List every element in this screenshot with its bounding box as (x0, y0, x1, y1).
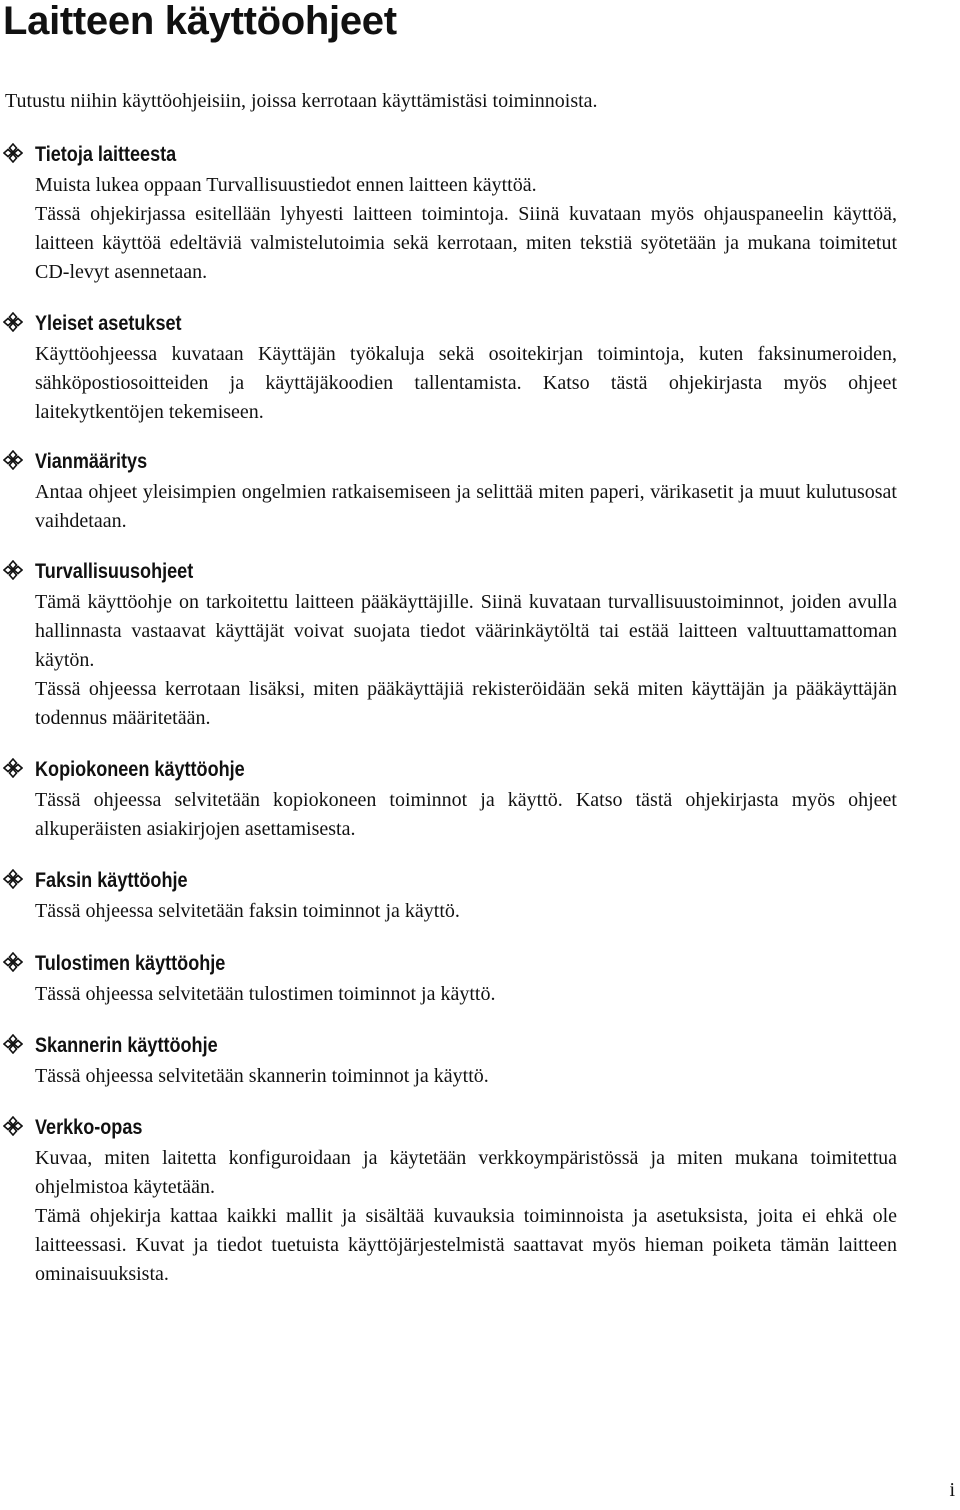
section-paragraph: Tämä käyttöohje on tarkoitettu laitteen pääkäyttäjille. Siinä kuvataan turvallisuustoiminnot, joiden avulla hallinnasta vastaavat käyttäjät voivat suojata tiedot väärinkäytöltä tai estää laitteen valtuuttamattoman käytön. (35, 591, 897, 671)
four-diamond-bullet-icon (3, 143, 23, 163)
section-paragraph: Tämä ohjekirja kattaa kaikki mallit ja sisältää kuvauksia toiminnoista ja asetuksista, joita ei ehkä ole laitteessasi. Kuvat ja tiedot tuetuista käyttöjärjestelmistä saattavat myös hieman poiketa tämän laitteen ominaisuuksista. (35, 1205, 897, 1285)
four-diamond-bullet-icon (3, 450, 23, 470)
section-heading (35, 753, 897, 786)
section-paragraph: Tässä ohjeessa selvitetään faksin toiminnot ja käyttö. (35, 900, 460, 922)
intro-text: Tutustu niihin käyttöohjeisiin, joissa kerrotaan käyttämistäsi toiminnoista. (5, 90, 598, 112)
section-title: Tietoja laitteesta (35, 143, 177, 166)
section-paragraph: Kuvaa, miten laitetta konfiguroidaan ja käytetään verkkoympäristössä ja miten mukana toimitettua ohjelmistoa käytetään. (35, 1147, 897, 1198)
section-turvallisuusohjeet (0, 555, 897, 733)
section-heading (35, 445, 897, 478)
section-verkko-opas (0, 1111, 897, 1289)
section-skannerin-kayttoohje (0, 1029, 897, 1091)
section-paragraph: Tässä ohjeessa selvitetään skannerin toiminnot ja käyttö. (35, 1065, 489, 1087)
section-title: Yleiset asetukset (35, 312, 182, 335)
four-diamond-bullet-icon (3, 869, 23, 889)
four-diamond-bullet-icon (3, 1116, 23, 1136)
manual-list (0, 138, 960, 1289)
section-vianmaaritys (0, 445, 897, 536)
section-paragraph: Tässä ohjekirjassa esitellään lyhyesti laitteen toimintoja. Siinä kuvataan myös ohjauspaneelin käyttöä, laitteen käyttöä edeltäviä valmistelutoimia sekä kerrotaan, miten tekstiä syötetään ja mukana toimitetut CD-levyt asennetaan. (35, 203, 897, 283)
section-heading (35, 555, 897, 588)
section-paragraph: Käyttöohjeessa kuvataan Käyttäjän työkaluja sekä osoitekirjan toimintoja, kuten faksinumeroiden, sähköpostiosoitteiden ja käyttäjäkoodien tallentamista. Katso tästä ohjekirjasta myös ohjeet laitekytkentöjen tekemiseen. (35, 343, 897, 423)
section-heading (35, 1029, 897, 1062)
section-paragraph: Muista lukea oppaan Turvallisuustiedot ennen laitteen käyttöä. (35, 174, 537, 196)
section-paragraph: Tässä ohjeessa selvitetään kopiokoneen toiminnot ja käyttö. Katso tästä ohjekirjasta myös ohjeet alkuperäisten asiakirjojen asettamisesta. (35, 789, 897, 840)
section-title: Tulostimen käyttöohje (35, 952, 226, 975)
section-title: Turvallisuusohjeet (35, 560, 194, 583)
four-diamond-bullet-icon (3, 312, 23, 332)
page-title: Laitteen käyttöohjeet (3, 0, 397, 43)
four-diamond-bullet-icon (3, 758, 23, 778)
four-diamond-bullet-icon (3, 560, 23, 580)
section-tulostimen-kayttoohje (0, 947, 897, 1009)
section-title: Faksin käyttöohje (35, 869, 188, 892)
four-diamond-bullet-icon (3, 952, 23, 972)
section-paragraph: Tässä ohjeessa selvitetään tulostimen toiminnot ja käyttö. (35, 983, 496, 1005)
four-diamond-bullet-icon (3, 1034, 23, 1054)
section-heading (35, 138, 897, 171)
section-paragraph: Tässä ohjeessa kerrotaan lisäksi, miten pääkäyttäjiä rekisteröidään sekä miten käyttäjän ja pääkäyttäjän todennus määritetään. (35, 678, 897, 729)
section-title: Skannerin käyttöohje (35, 1034, 218, 1057)
section-title: Verkko-opas (35, 1116, 143, 1139)
section-kopiokoneen-kayttoohje (0, 753, 897, 844)
section-faksin-kayttoohje (0, 864, 897, 926)
section-tietoja-laitteesta (0, 138, 897, 287)
page-number: i (949, 1479, 955, 1501)
section-paragraph: Antaa ohjeet yleisimpien ongelmien ratkaisemiseen ja selittää miten paperi, värikasetit ja muut kulutusosat vaihdetaan. (35, 481, 897, 532)
section-yleiset-asetukset (0, 307, 897, 427)
section-heading (35, 1111, 897, 1144)
section-title: Kopiokoneen käyttöohje (35, 758, 245, 781)
section-heading (35, 307, 897, 340)
section-title: Vianmääritys (35, 450, 148, 473)
section-heading (35, 947, 897, 980)
section-heading (35, 864, 897, 897)
